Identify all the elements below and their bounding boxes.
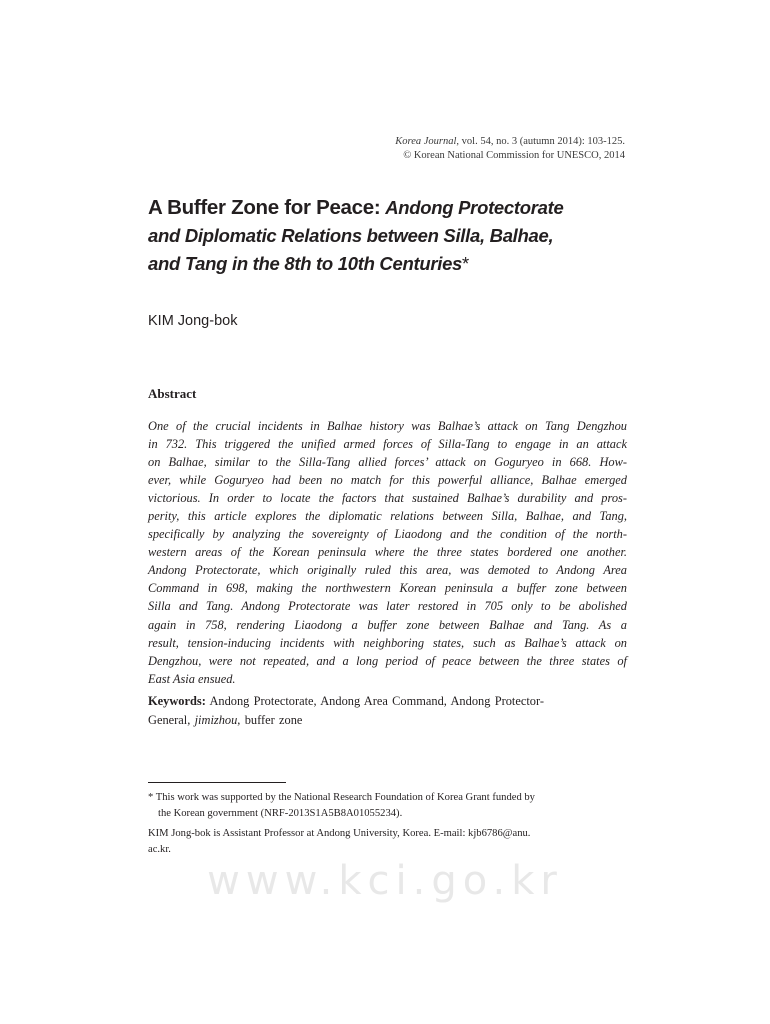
abstract-body [148,417,627,688]
footnote-author-info [148,826,627,858]
abstract-line: victorious. In order to locate the factors that sustained Balhae’s durability and pros- [148,491,627,506]
abstract-line: again in 758, rendering Liaodong a buffer zone between Balhae and Tang. As a [148,617,627,632]
footnote-funding-line-2: the Korean government (NRF-2013S1A5B8A01055234). [158,808,403,819]
paper-title [148,194,648,278]
citation-line [395,135,625,149]
title-sub-3: and Tang in the 8th to 10th Centuries [148,253,463,274]
abstract-line: Andong Protectorate, which originally ruled this area, was demoted to Andong Area [148,563,627,578]
abstract-line: East Asia ensued. [148,671,236,686]
title-line-1 [148,194,648,222]
title-main: A Buffer Zone for Peace: [148,196,381,219]
abstract-line: western areas of the Korean peninsula where the three states bordered one another. [148,545,627,560]
keywords-italic-term: jimizhou [194,712,238,727]
title-sub-1: Andong Protectorate [385,197,564,218]
keywords-text-3: , buffer zone [237,712,303,727]
footnote-author-line-2: ac.kr. [148,844,171,855]
watermark-text: www.kci.go.kr [207,858,563,904]
footnote-funding-line-1: * This work was supported by the National Research Foundation of Korea Grant funded by [148,792,535,803]
abstract-line: specifically by analyzing the sovereignty of Liaodong and the condition of the north- [148,527,627,542]
footnote-funding [148,790,627,822]
keywords-label: Keywords: [148,694,206,708]
keywords-block [148,692,627,729]
keywords-text-1: Andong Protectorate, Andong Area Command, Andong Protector- [205,694,544,708]
abstract-line: Dengzhou, were not repeated, and a long period of peace between the three states of [148,653,627,668]
author-name: KIM Jong-bok [148,313,238,329]
keywords-text-2: General, [148,712,195,727]
abstract-line: One of the crucial incidents in Balhae history was Balhae’s attack on Tang Dengzhou [148,419,627,433]
title-footnote-mark: * [462,253,469,274]
title-line-3 [148,250,648,278]
title-line-2: and Diplomatic Relations between Silla, Balhae, [148,225,554,246]
copyright-line: © Korean National Commission for UNESCO, 2014 [403,150,625,161]
footnote-author-line-1: KIM Jong-bok is Assistant Professor at Andong University, Korea. E-mail: kjb6786@anu. [148,828,531,839]
footnote-divider [148,782,286,783]
abstract-line: Silla and Tang. Andong Protectorate was later restored in 705 only to be abolished [148,599,627,614]
journal-name: Korea Journal [395,136,457,147]
abstract-line: in 732. This triggered the unified armed forces of Silla-Tang to engage in an attack [148,437,627,452]
abstract-line: ever, while Goguryeo had been no match for this powerful alliance, Balhae emerged [148,473,627,488]
volume-info: , vol. 54, no. 3 (autumn 2014): 103-125. [456,136,625,147]
abstract-line: on Balhae, similar to the Silla-Tang allied forces’ attack on Goguryeo in 668. How- [148,455,627,470]
abstract-line: Command in 698, making the northwestern Korean peninsula a buffer zone between [148,581,627,596]
abstract-line: perity, this article explores the diplomatic relations between Silla, Balhae, and Tang, [148,509,627,524]
abstract-heading: Abstract [148,386,197,401]
abstract-line: result, tension-inducing incidents with neighboring states, such as Balhae’s attack on [148,635,627,650]
citation-block [395,135,625,163]
